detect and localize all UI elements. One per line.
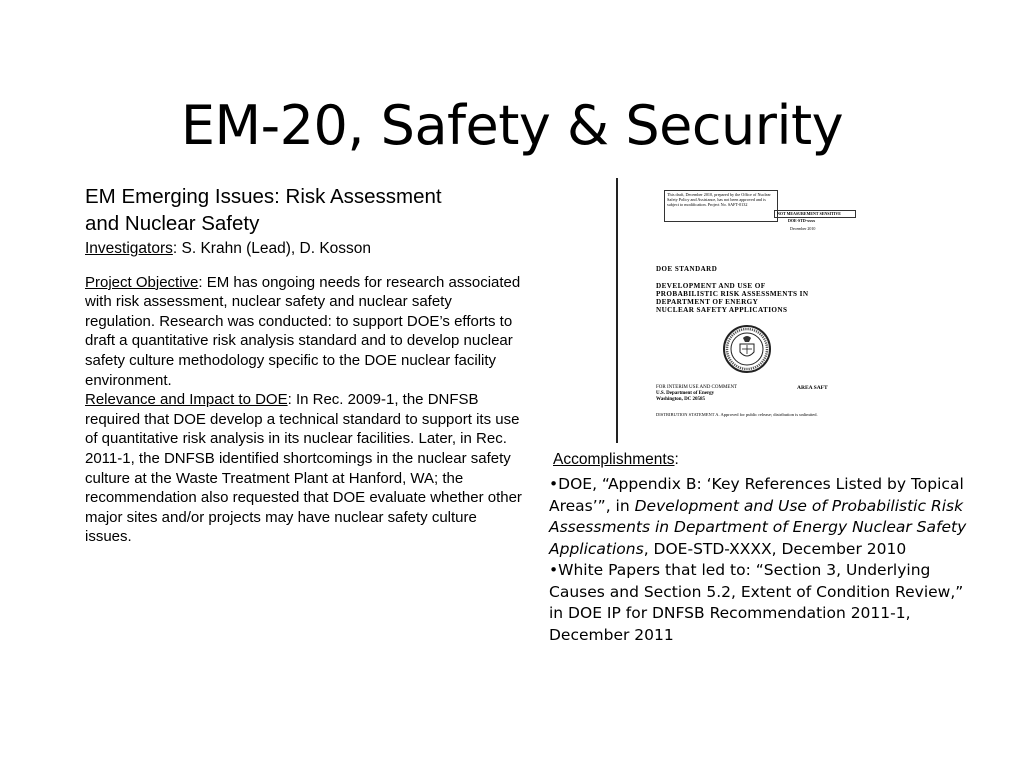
objective-label: Project Objective bbox=[85, 273, 199, 291]
relevance-label: Relevance and Impact to DOE bbox=[85, 391, 288, 409]
dept-city: Washington, DC 20585 bbox=[656, 397, 706, 402]
doc-title-line2: PROBABILISTIC RISK ASSESSMENTS IN bbox=[656, 290, 809, 298]
accomplishment-item: •White Papers that led to: “Section 3, Underlying Causes and Section 5.2, Extent of Condition Review,” in DOE IP for DNFSB Recommendation 2011-1, December 2011 bbox=[549, 561, 964, 644]
accomplishments-colon: : bbox=[674, 451, 679, 468]
project-heading bbox=[85, 183, 525, 237]
not-measurement-sensitive: NOT MEASUREMENT SENSITIVE bbox=[774, 210, 856, 218]
doc-title-line3: DEPARTMENT OF ENERGY bbox=[656, 298, 759, 306]
investigators-label: Investigators bbox=[85, 240, 173, 257]
investigators bbox=[85, 239, 525, 259]
project-heading-line2: and Nuclear Safety bbox=[85, 212, 260, 235]
doc-number: DOE-STD-xxxx bbox=[788, 218, 816, 223]
area-label: AREA SAFT bbox=[797, 385, 828, 391]
doe-seal-icon bbox=[722, 324, 772, 374]
doe-standard-cover-image bbox=[616, 178, 841, 443]
distribution-statement: DISTRIBUTION STATEMENT A. Approved for public release; distribution is unlimited. bbox=[656, 412, 818, 417]
accomplishment-item bbox=[549, 474, 979, 560]
relevance-impact bbox=[85, 390, 525, 547]
project-objective bbox=[85, 273, 525, 391]
interim-use bbox=[656, 385, 737, 403]
investigators-value: : S. Krahn (Lead), D. Kosson bbox=[172, 240, 372, 257]
accomplishment-1-post: , DOE-STD-XXXX, December 2010 bbox=[643, 539, 907, 558]
doc-title bbox=[656, 282, 856, 314]
project-summary bbox=[85, 183, 525, 547]
accomplishments-label: Accomplishments bbox=[553, 451, 675, 468]
dept-name: U.S. Department of Energy bbox=[656, 391, 715, 396]
accomplishments-heading bbox=[553, 451, 679, 469]
objective-text: : EM has ongoing needs for research associated with risk assessment, nuclear safety and nuclear safety regulation. Research was conducted: to support DOE’s efforts to draft a quantitative risk analysis standard and to develop nuclear safety culture methodology specific to the DOE nuclear facility environment. bbox=[85, 273, 521, 389]
slide-title: EM-20, Safety & Security bbox=[180, 94, 844, 158]
interim-label: FOR INTERIM USE AND COMMENT bbox=[656, 385, 738, 390]
accomplishments-list bbox=[549, 474, 979, 646]
draft-notice: This draft, December 2010, prepared by the Office of Nuclear Safety Policy and Assistance, has not been approved and is subject to modification. Project No. SAFT-0132 bbox=[664, 190, 778, 222]
accomplishment-1-pre: •DOE, “Appendix B: ‘Key References Listed by Topical Areas’”, in bbox=[549, 475, 964, 515]
doc-date: December 2010 bbox=[790, 226, 816, 231]
doc-title-line1: DEVELOPMENT AND USE OF bbox=[656, 282, 766, 290]
doc-title-line4: NUCLEAR SAFETY APPLICATIONS bbox=[656, 306, 788, 314]
accomplishment-1-title: Development and Use of Probabilistic Risk Assessments in Department of Energy Nuclear Safety Applications bbox=[549, 496, 967, 558]
project-heading-line1: EM Emerging Issues: Risk Assessment bbox=[85, 185, 442, 208]
relevance-text: : In Rec. 2009-1, the DNFSB required that DOE develop a technical standard to support its use of quantitative risk analysis in its nuclear facilities. Later, in Rec. 2011-1, the DNFSB identified shortcomings in the nuclear safety culture at the Waste Treatment Plant at Hanford, WA; the recommendation also requested that DOE evaluate whether other major sites and/or projects may have nuclear safety culture issues. bbox=[85, 391, 522, 546]
doe-standard-label: DOE STANDARD bbox=[656, 265, 718, 273]
